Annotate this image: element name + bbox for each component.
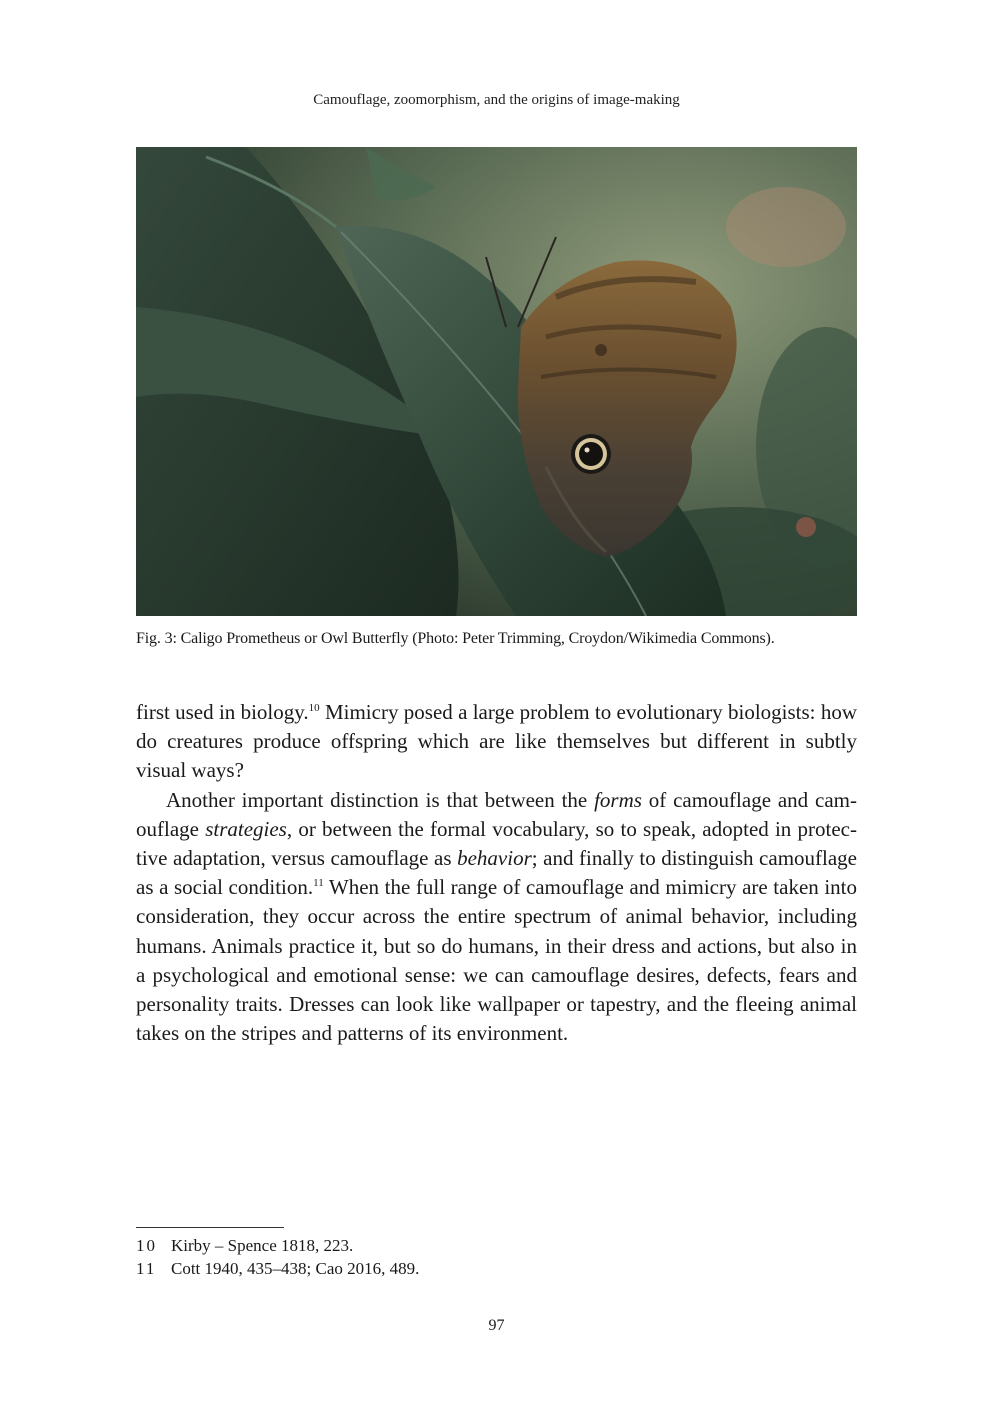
footnote-item	[136, 1257, 857, 1280]
paragraph-text: , or between the formal vocabulary, so to speak, adopted in protective adaptation, versus camouflage as	[136, 816, 857, 871]
paragraph-text: first used in biology.	[136, 700, 309, 724]
footnote-item	[136, 1234, 857, 1257]
paragraph-text: Another important distinction is that between the	[166, 787, 595, 812]
paragraph-2	[136, 786, 857, 1049]
paragraph-text: When the full range of camouflage and mimicry are taken into consideration, they occur across the entire spectrum of animal behavior, including humans. Animals practice it, but so do humans, in their dress and actions, but also in a psychological and emotional sense: we can camouflage desires, defects, fears and personality traits. Dresses can look like wallpaper or tapestry, and the fleeing animal takes on the stripes and patterns of its environment.	[136, 875, 858, 1046]
footnotes	[136, 1234, 857, 1280]
emphasis: strategies	[205, 816, 287, 841]
footnote-divider	[136, 1227, 284, 1228]
paragraph-text: ; and finally to distinguish camouflage as a social condition.	[136, 846, 857, 900]
butterfly-photo	[136, 147, 857, 616]
footnote-ref: 10	[308, 702, 320, 714]
paragraph-text: of camouflage and camouflage	[136, 787, 857, 841]
emphasis: forms	[594, 787, 642, 812]
figure-caption: Fig. 3: Caligo Prometheus or Owl Butterfly (Photo: Peter Trimming, Croydon/Wikimedia Commons).	[136, 630, 775, 647]
emphasis: behavior	[457, 846, 532, 871]
paragraph-1	[136, 698, 857, 786]
body-text	[136, 698, 857, 1048]
footnote-number: 11	[136, 1259, 157, 1278]
footnote-ref: 11	[313, 877, 324, 890]
footnote-number: 10	[136, 1236, 157, 1255]
paragraph-text: Mimicry posed a large problem to evolutionary biologists: how do creatures produce offspring which are like themselves but different in subtly visual ways?	[136, 700, 857, 783]
page-number: 97	[488, 1317, 505, 1334]
running-head: Camouflage, zoomorphism, and the origins of image-making	[313, 92, 680, 108]
footnote-text: Cott 1940, 435–438; Cao 2016, 489.	[171, 1259, 420, 1278]
footnote-text: Kirby – Spence 1818, 223.	[171, 1236, 354, 1255]
